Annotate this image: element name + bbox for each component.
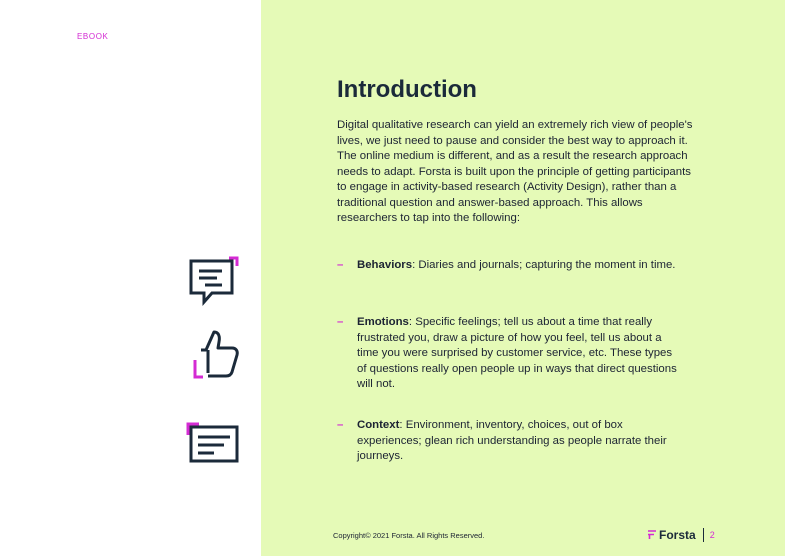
bullet-emotions <box>337 315 682 393</box>
bullet-behaviors <box>337 258 682 274</box>
bullet-dash: – <box>337 316 344 328</box>
forsta-logo <box>648 527 715 543</box>
brand-name: Forsta <box>659 528 696 542</box>
bullet-dash: – <box>337 419 344 431</box>
bullet-description: : Specific feelings; tell us about a time that really frustrated you, draw a picture of how you feel, tell us about a time you were surprised by customer service, etc. These types of questions really open people up in ways that direct questions will not. <box>357 316 677 390</box>
bullet-dash: – <box>337 259 344 271</box>
bullet-term: Emotions <box>357 316 409 328</box>
footer-copyright: Copyright© 2021 Forsta. All Rights Reserved. <box>333 531 485 540</box>
bullet-text <box>357 418 682 465</box>
ebook-tag: EBOOK <box>77 32 109 41</box>
page-number: 2 <box>709 530 715 540</box>
chat-bubble-icon <box>188 256 240 306</box>
bullet-description: : Diaries and journals; capturing the moment in time. <box>412 259 676 271</box>
page-title: Introduction <box>337 76 477 103</box>
footer-divider <box>703 528 704 542</box>
bullet-context <box>337 418 682 465</box>
bullet-description: : Environment, inventory, choices, out of box experiences; glean rich understanding as people narrate their journeys. <box>357 419 667 462</box>
bullet-text <box>357 315 682 393</box>
bullet-term: Context <box>357 419 400 431</box>
intro-paragraph: Digital qualitative research can yield an extremely rich view of people's lives, we just need to pause and consider the best way to approach it. The online medium is different, and as a result the research approach needs to adapt. Forsta is built upon the principle of getting participants to engage in activity-based research (Activity Design), rather than a traditional question and answer-based approach. This allows researchers to tap into the following: <box>337 119 693 224</box>
document-lines-icon <box>186 421 240 465</box>
bullet-text <box>357 258 682 274</box>
thumbs-up-icon <box>190 328 242 380</box>
forsta-mark-icon <box>648 526 656 544</box>
bullet-term: Behaviors <box>357 259 413 271</box>
